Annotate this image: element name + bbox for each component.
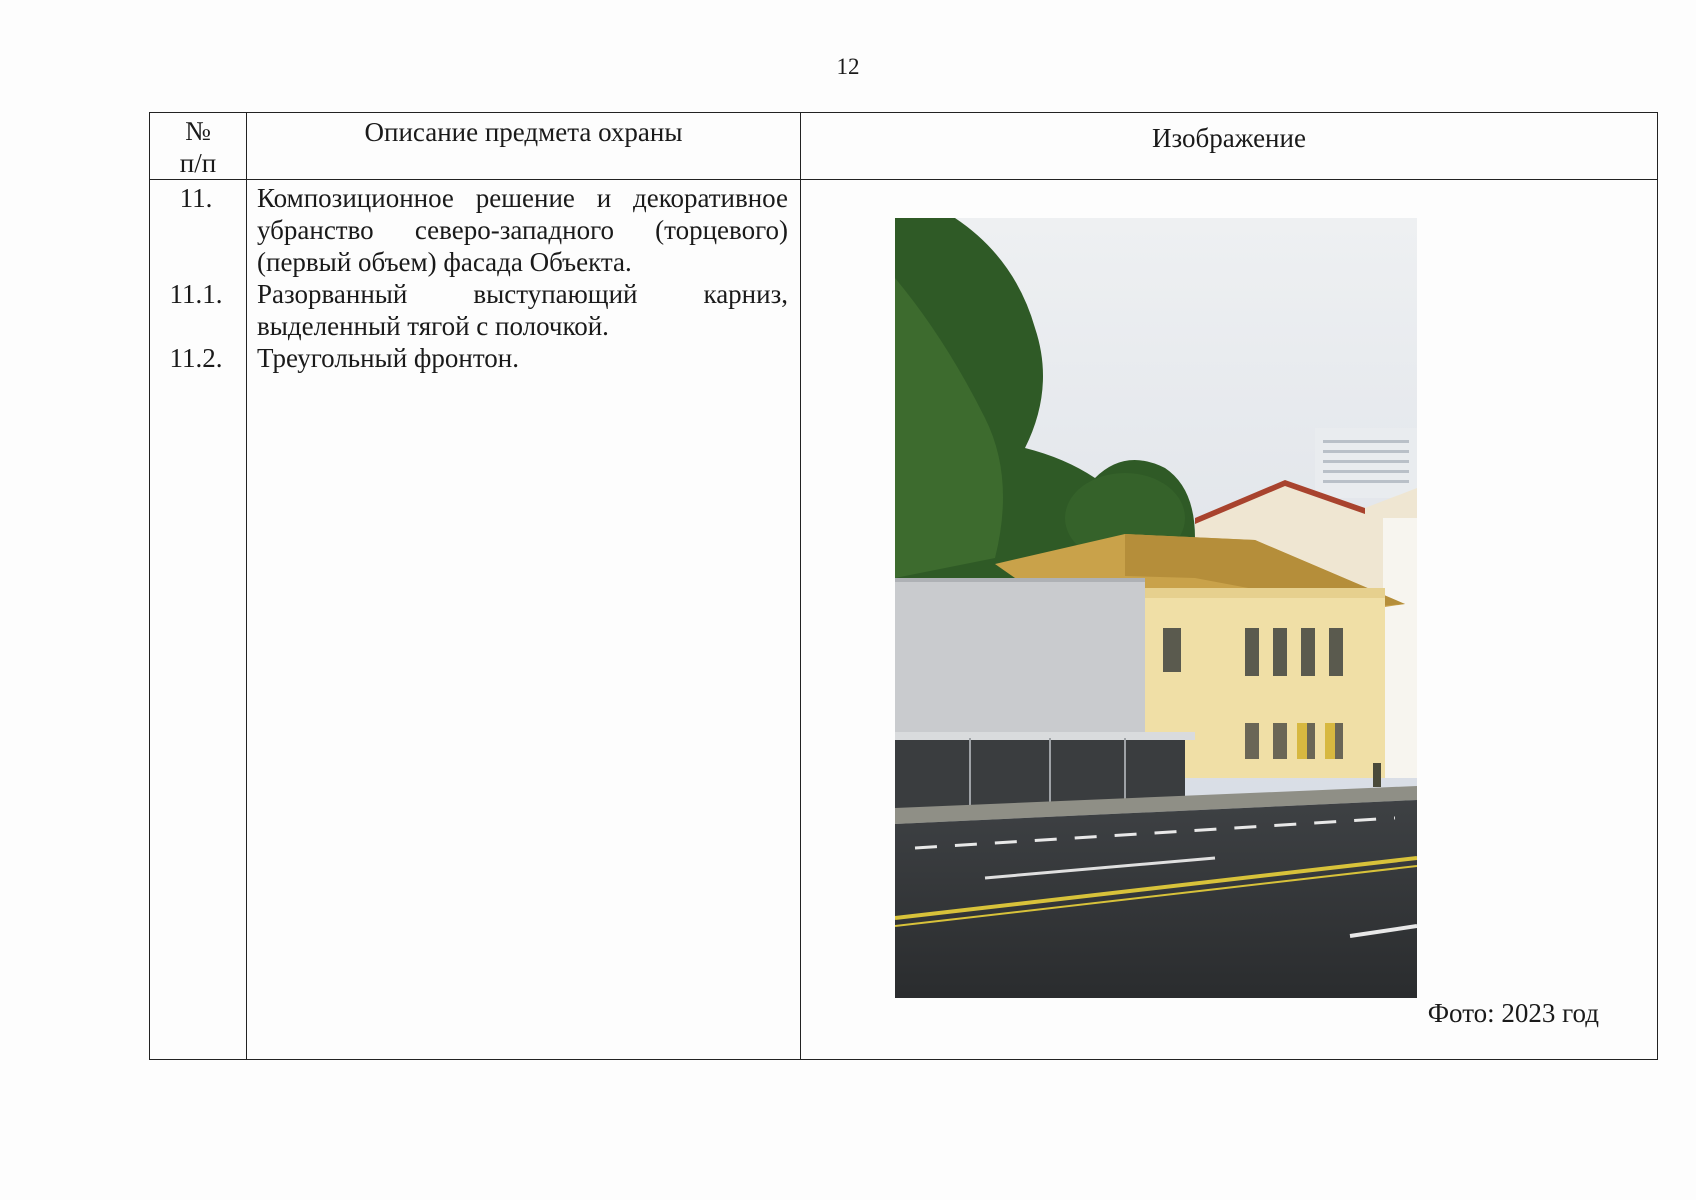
header-number-symbol: № — [185, 116, 211, 146]
item-description — [257, 182, 788, 278]
table-header-row — [150, 113, 1658, 180]
item-description — [257, 342, 788, 374]
description-line: выделенный тягой с полочкой. — [257, 311, 609, 341]
image-cell — [801, 180, 1658, 1060]
table-row — [150, 180, 1658, 1060]
numbers-cell — [150, 180, 247, 1060]
description-line: убранство северо-западного (торцевого) — [257, 215, 788, 245]
description-line: Композиционное решение и декоративное — [257, 183, 788, 213]
description-line: Треугольный фронтон. — [257, 343, 519, 373]
header-number — [150, 113, 247, 180]
item-number: 11.1. — [169, 279, 223, 309]
facade-photo — [895, 218, 1417, 998]
item-description — [257, 278, 788, 342]
page-number: 12 — [836, 54, 860, 79]
description-line: Разорванный выступающий карниз, — [257, 279, 788, 309]
item-number: 11. — [179, 183, 213, 213]
header-description: Описание предмета охраны — [247, 113, 801, 180]
header-number-abbr: п/п — [179, 148, 217, 178]
protection-table — [149, 112, 1658, 1060]
descriptions-cell — [247, 180, 801, 1060]
photo-caption: Фото: 2023 год — [1427, 998, 1599, 1028]
description-line: (первый объем) фасада Объекта. — [257, 247, 632, 277]
item-number: 11.2. — [169, 343, 223, 373]
facade-photo-image — [895, 218, 1417, 998]
header-image: Изображение — [801, 113, 1658, 180]
